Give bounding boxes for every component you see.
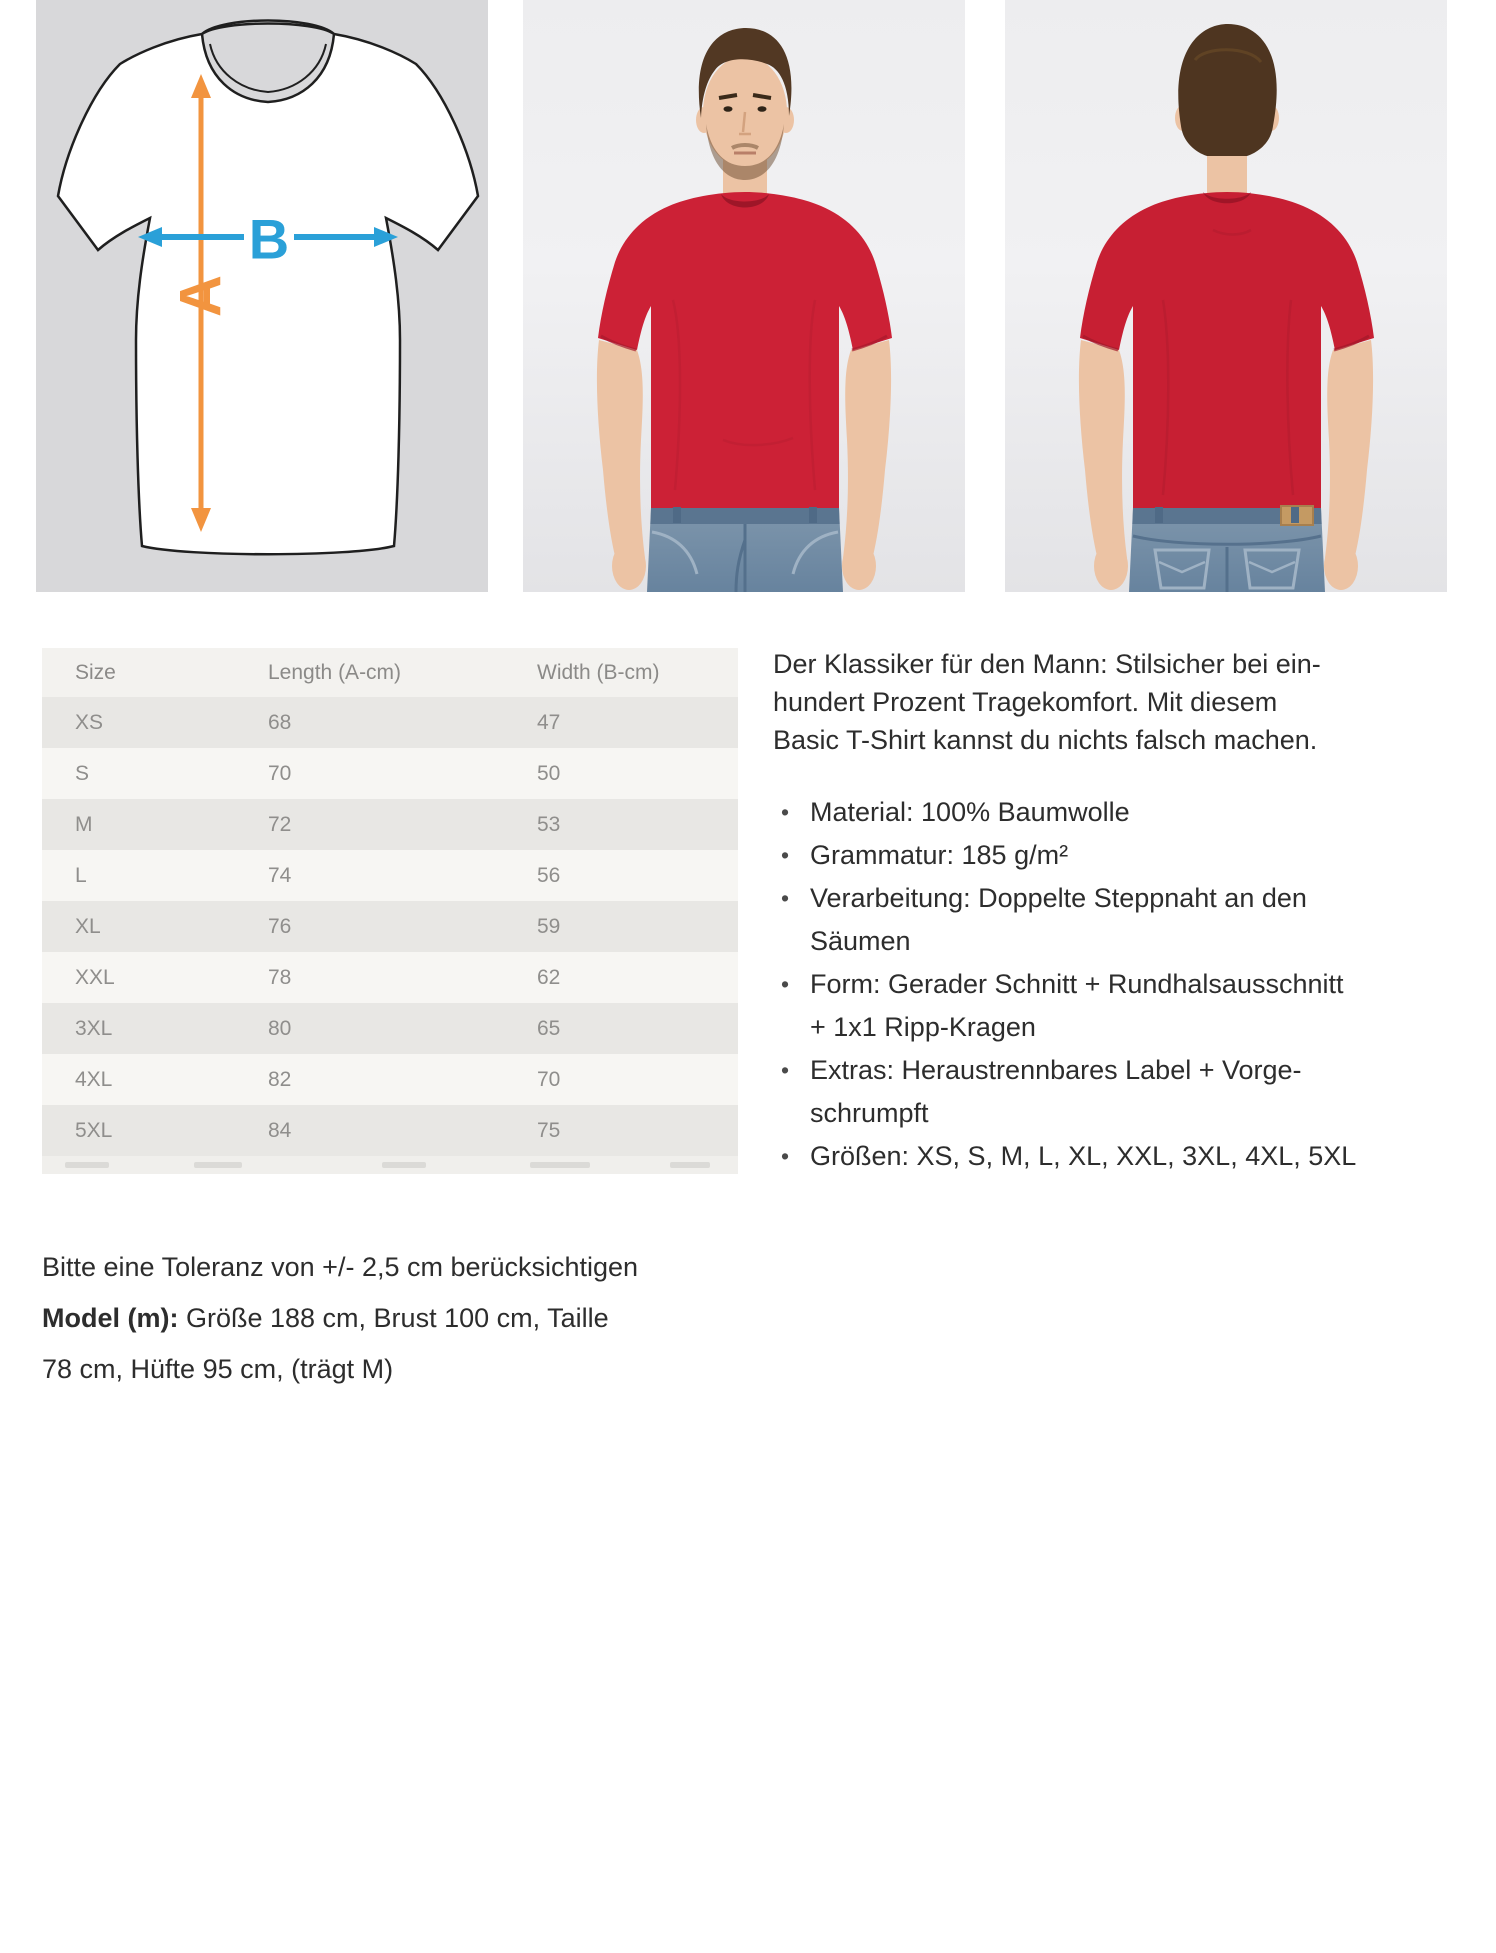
label-b: B xyxy=(248,207,290,271)
spec-item-extras: • Extras: Heraustrennbares Label + Vorge- schrumpft xyxy=(773,1049,1433,1135)
model-front-illustration xyxy=(523,0,965,592)
bullet-icon: • xyxy=(781,971,790,997)
table-row-s: S 70 50 xyxy=(42,748,738,799)
model-label: Model (m): xyxy=(42,1303,179,1333)
label-a: A xyxy=(168,275,234,317)
table-row-xxl: XXL 78 62 xyxy=(42,952,738,1003)
tshirt-measurement-diagram xyxy=(36,0,488,592)
table-row-m: M 72 53 xyxy=(42,799,738,850)
table-row-3xl: 3XL 80 65 xyxy=(42,1003,738,1054)
bullet-icon: • xyxy=(781,799,790,825)
product-description xyxy=(773,645,1433,1178)
bullet-icon: • xyxy=(781,885,790,911)
table-row-5xl: 5XL 84 75 xyxy=(42,1105,738,1156)
tolerance-note xyxy=(42,1242,722,1395)
spec-item-verarbeitung: • Verarbeitung: Doppelte Steppnaht an den Säumen xyxy=(773,877,1433,963)
spec-item-form: • Form: Gerader Schnitt + Rundhalsausschnitt + 1x1 Ripp-Kragen xyxy=(773,963,1433,1049)
table-clipped-row xyxy=(42,1156,738,1174)
col-header-size: Size xyxy=(75,660,116,684)
table-row-l: L 74 56 xyxy=(42,850,738,901)
spec-item-grammatur: • Grammatur: 185 g/m² xyxy=(773,834,1433,877)
col-header-length: Length (A-cm) xyxy=(268,660,402,684)
model-back-illustration xyxy=(1005,0,1447,592)
intro-line: Basic T-Shirt kannst du nichts falsch machen. xyxy=(773,725,1318,755)
size-table-header xyxy=(42,648,738,697)
spec-item-groessen: • Größen: XS, S, M, L, XL, XXL, 3XL, 4XL, 5XL xyxy=(773,1135,1433,1178)
bullet-icon: • xyxy=(781,842,790,868)
table-row-xl: XL 76 59 xyxy=(42,901,738,952)
model-front-photo xyxy=(523,0,965,592)
table-row-xs: XS 68 47 xyxy=(42,697,738,748)
model-back-photo xyxy=(1005,0,1447,592)
spec-list xyxy=(773,791,1433,1178)
tolerance-line: Bitte eine Toleranz von +/- 2,5 cm berücksichtigen xyxy=(42,1252,639,1282)
model-info-line-1: Model (m): Größe 188 cm, Brust 100 cm, Taille xyxy=(42,1303,609,1333)
spec-item-material: • Material: 100% Baumwolle xyxy=(773,791,1433,834)
model-info-line-2: 78 cm, Hüfte 95 cm, (trägt M) xyxy=(42,1354,394,1384)
col-header-width: Width (B-cm) xyxy=(537,660,660,684)
intro-line: hundert Prozent Tragekomfort. Mit diesem xyxy=(773,687,1278,717)
size-diagram-image xyxy=(36,0,488,592)
size-table xyxy=(42,648,738,1174)
bullet-icon: • xyxy=(781,1057,790,1083)
intro-line: Der Klassiker für den Mann: Stilsicher bei ein- xyxy=(773,649,1321,679)
table-row-4xl: 4XL 82 70 xyxy=(42,1054,738,1105)
bullet-icon: • xyxy=(781,1143,790,1169)
description-intro xyxy=(773,645,1433,759)
